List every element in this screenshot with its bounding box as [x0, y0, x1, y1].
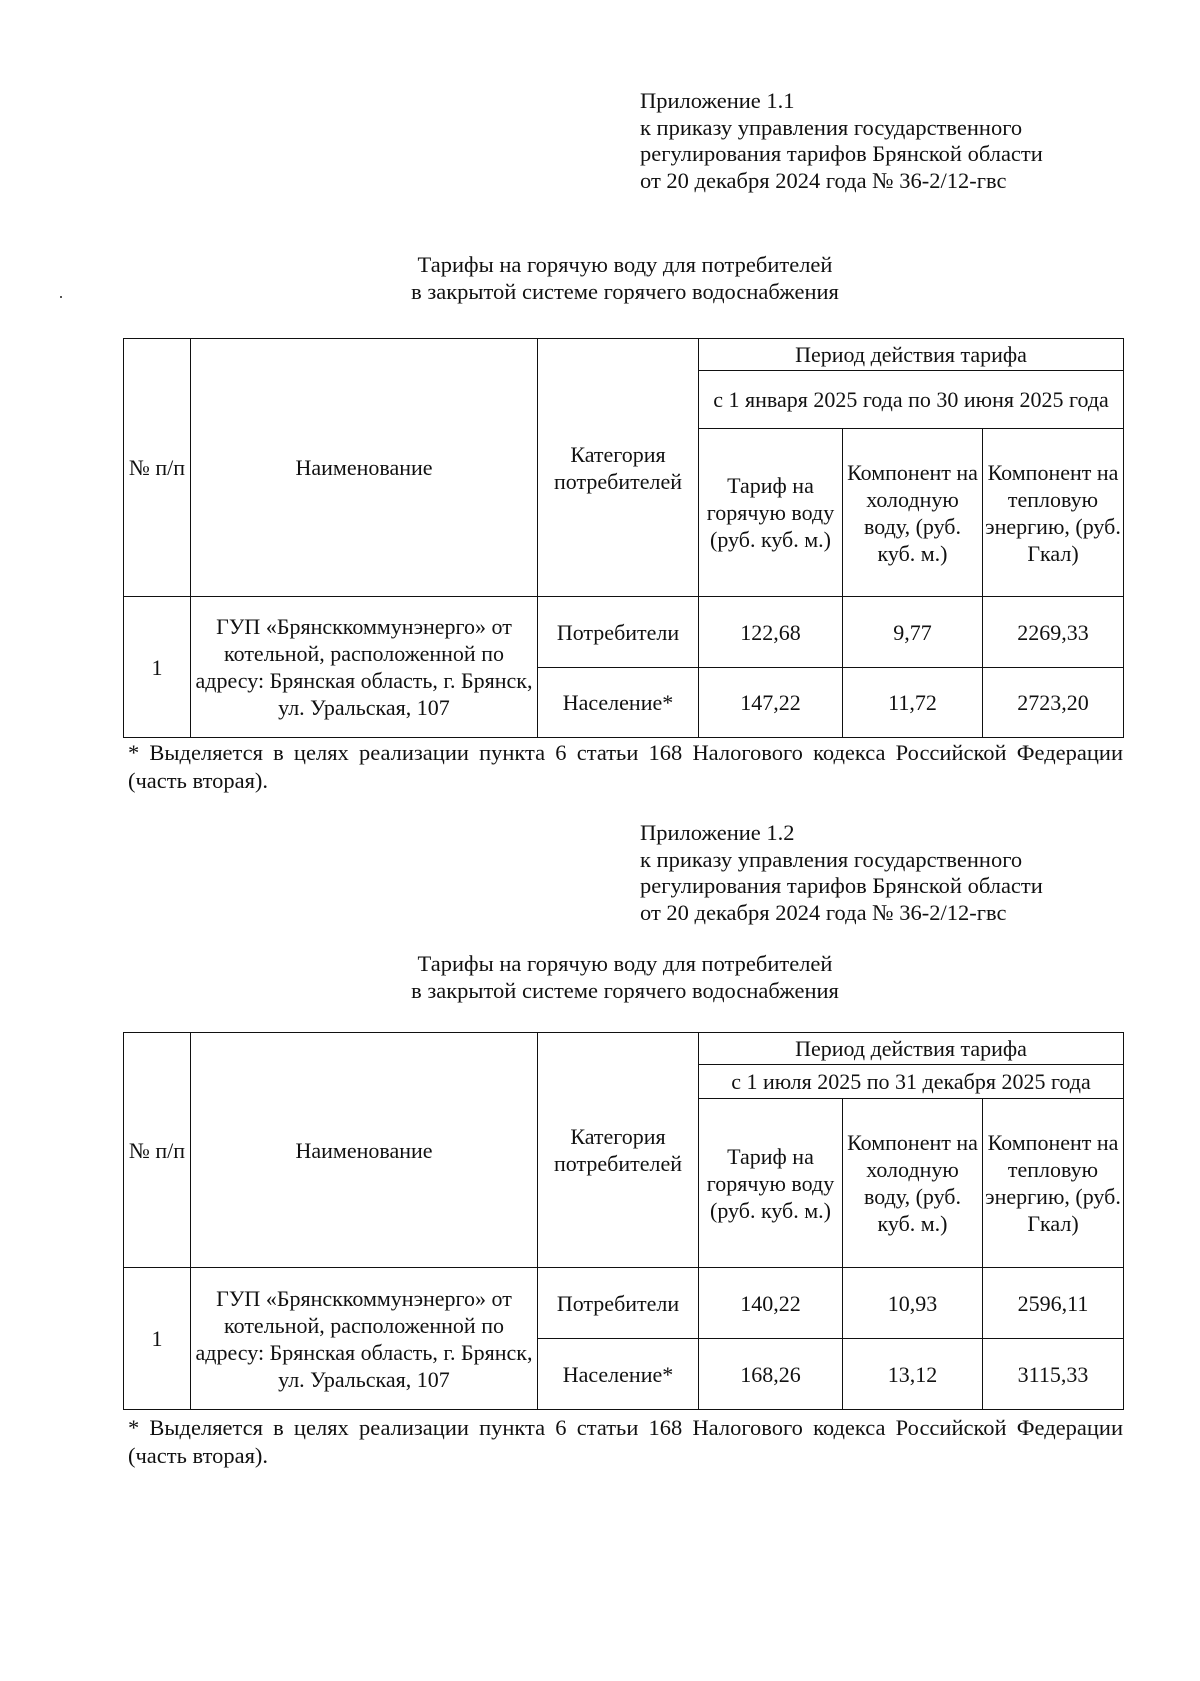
tariff-table-1: [123, 338, 1124, 738]
header-tariff: Тариф на горячую воду (руб. куб. м.): [699, 1099, 843, 1268]
heat-energy-value: 2723,20: [983, 668, 1124, 738]
tariff-value: 122,68: [699, 597, 843, 668]
appendix-number: Приложение 1.1: [640, 88, 795, 113]
row-number: 1: [124, 1268, 191, 1410]
table-title-1: [0, 251, 1200, 305]
cold-water-value: 11,72: [843, 668, 983, 738]
cold-water-value: 9,77: [843, 597, 983, 668]
category-cell: Потребители: [538, 1268, 699, 1339]
header-heat-energy: Компонент на тепловую энергию, (руб. Гкал): [983, 1099, 1124, 1268]
header-period: Период действия тарифа: [699, 339, 1124, 371]
tariff-value: 147,22: [699, 668, 843, 738]
appendix-order-date: от 20 декабря 2024 года № 36-2/12-гвс: [640, 167, 1007, 193]
header-tariff: Тариф на горячую воду (руб. куб. м.): [699, 429, 843, 597]
period-range: с 1 июля 2025 по 31 декабря 2025 года: [699, 1065, 1124, 1099]
heat-energy-value: 2269,33: [983, 597, 1124, 668]
footnote-2: * Выделяется в целях реализации пункта 6 статьи 168 Налогового кодекса Российской Федерации (часть вторая).: [128, 1415, 1123, 1468]
appendix-ref-line: регулирования тарифов Брянской области: [640, 141, 1043, 166]
header-category: Категория потребителей: [538, 339, 699, 597]
cold-water-value: 13,12: [843, 1339, 983, 1410]
header-category: Категория потребителей: [538, 1033, 699, 1268]
appendix-header-2: [640, 820, 1160, 926]
cold-water-value: 10,93: [843, 1268, 983, 1339]
title-line: Тарифы на горячую воду для потребителей: [417, 252, 833, 277]
header-number: № п/п: [124, 1033, 191, 1268]
appendix-number: Приложение 1.2: [640, 820, 795, 845]
organization-name: ГУП «Брянсккоммунэнерго» от котельной, расположенной по адресу: Брянская область, г. Брянск, ул. Уральская, 107: [191, 1268, 538, 1410]
appendix-header-1: [640, 88, 1160, 194]
row-number: 1: [124, 597, 191, 738]
title-line: Тарифы на горячую воду для потребителей: [417, 951, 833, 976]
organization-name: ГУП «Брянсккоммунэнерго» от котельной, расположенной по адресу: Брянская область, г. Брянск, ул. Уральская, 107: [191, 597, 538, 738]
heat-energy-value: 2596,11: [983, 1268, 1124, 1339]
appendix-ref-line: к приказу управления государственного: [640, 114, 1023, 140]
appendix-order-date: от 20 декабря 2024 года № 36-2/12-гвс: [640, 899, 1007, 925]
tariff-value: 168,26: [699, 1339, 843, 1410]
header-heat-energy: Компонент на тепловую энергию, (руб. Гкал): [983, 429, 1124, 597]
tariff-value: 140,22: [699, 1268, 843, 1339]
category-cell: Население*: [538, 668, 699, 738]
header-name: Наименование: [191, 339, 538, 597]
category-cell: Потребители: [538, 597, 699, 668]
title-line: в закрытой системе горячего водоснабжения: [411, 978, 839, 1003]
title-line: в закрытой системе горячего водоснабжения: [411, 279, 839, 304]
header-cold-water: Компонент на холодную воду, (руб. куб. м.): [843, 429, 983, 597]
header-cold-water: Компонент на холодную воду, (руб. куб. м.): [843, 1099, 983, 1268]
header-name: Наименование: [191, 1033, 538, 1268]
footnote-1: * Выделяется в целях реализации пункта 6 статьи 168 Налогового кодекса Российской Федерации (часть вторая).: [128, 740, 1123, 793]
category-cell: Население*: [538, 1339, 699, 1410]
header-number: № п/п: [124, 339, 191, 597]
appendix-ref-line: регулирования тарифов Брянской области: [640, 873, 1043, 898]
appendix-ref-line: к приказу управления государственного: [640, 846, 1023, 872]
heat-energy-value: 3115,33: [983, 1339, 1124, 1410]
tariff-table-2: [123, 1032, 1124, 1410]
header-period: Период действия тарифа: [699, 1033, 1124, 1065]
table-title-2: [0, 950, 1200, 1004]
period-range: с 1 января 2025 года по 30 июня 2025 года: [699, 371, 1124, 429]
